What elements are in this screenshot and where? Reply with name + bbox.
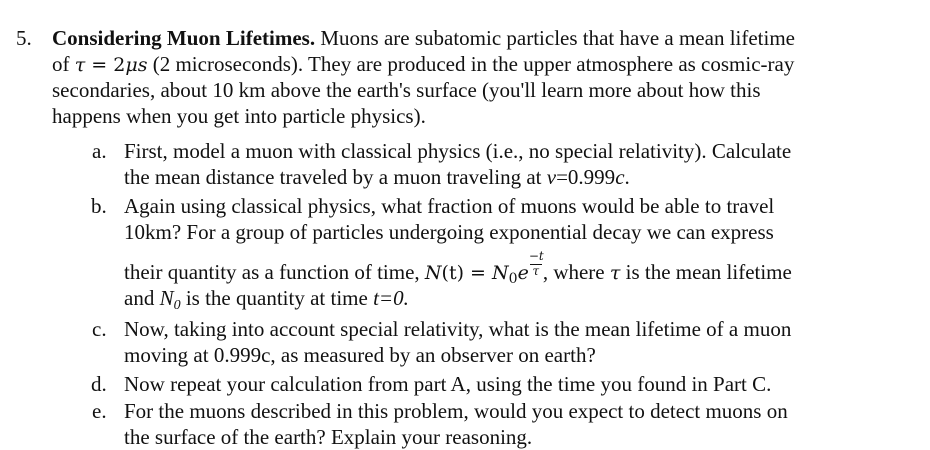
problem-intro-line-1 — [52, 25, 795, 51]
t-zero: =0. — [378, 286, 409, 310]
N0-subscript: 0 — [173, 298, 181, 313]
eq-N0-subscript: 0 — [508, 271, 518, 287]
velocity-symbol: v — [546, 165, 557, 189]
intro-text-2b: (2 microseconds). They are produced in the upper atmosphere as cosmic-ray — [147, 52, 795, 76]
part-c-line-1: Now, taking into account special relativity, what is the mean lifetime of a muon — [124, 317, 792, 341]
intro-text-1: Muons are subatomic particles that have a mean lifetime — [315, 26, 796, 50]
eq-N0: N — [492, 262, 509, 284]
exponent-numerator: −t — [528, 249, 544, 263]
part-a-period: . — [624, 165, 630, 189]
velocity-value: =0.999 — [556, 165, 616, 189]
problem-number: 5. — [16, 26, 32, 50]
problem-intro-line-2 — [52, 51, 794, 78]
intro-text-2a: of — [52, 52, 75, 76]
eq-t-arg: (t) — [441, 262, 465, 284]
part-c-line-2: moving at 0.999c, as measured by an observer on earth? — [124, 343, 596, 367]
part-c-label: c. — [92, 317, 107, 341]
part-a-line-2 — [124, 164, 630, 190]
c-symbol: c — [615, 165, 625, 189]
problem-intro-line-3: secondaries, about 10 km above the earth's surface (you'll learn more about how this — [52, 78, 761, 102]
part-a-label: a. — [92, 139, 107, 163]
part-b-text-3b: , where — [542, 260, 610, 284]
t-symbol: t — [373, 286, 379, 310]
part-b-text-4a: and — [124, 286, 160, 310]
eq-e: e — [517, 262, 529, 284]
tau-symbol: τ — [74, 54, 86, 76]
eq-exponent — [528, 249, 544, 285]
part-e-label: e. — [92, 399, 107, 423]
part-d-line-1: Now repeat your calculation from part A, using the time you found in Part C. — [124, 372, 772, 396]
eq-equals: = — [464, 262, 493, 284]
part-b-text-3c: is the mean lifetime — [620, 260, 792, 284]
problem-intro-line-4: happens when you get into particle physics). — [52, 104, 426, 128]
part-b-text-3a: their quantity as a function of time, — [124, 260, 425, 284]
part-b-line-2: 10km? For a group of particles undergoing exponential decay we can express — [124, 220, 774, 244]
part-b-line-4 — [124, 285, 409, 319]
problem-title: Considering Muon Lifetimes. — [52, 26, 316, 50]
part-a-line-1: First, model a muon with classical physics (i.e., no special relativity). Calculate — [124, 139, 792, 163]
part-b-line-1: Again using classical physics, what fraction of muons would be able to travel — [124, 194, 775, 218]
part-d-label: d. — [91, 372, 107, 396]
mu-s-unit: μs — [125, 54, 148, 76]
tau-symbol-2: τ — [609, 262, 621, 284]
intro-eq: = 2 — [85, 54, 126, 76]
exponent-denominator: τ — [532, 264, 540, 278]
part-e-line-1: For the muons described in this problem, would you expect to detect muons on — [124, 399, 788, 423]
part-a-text: the mean distance traveled by a muon traveling at — [124, 165, 547, 189]
part-b-text-4b: is the quantity at time — [180, 286, 374, 310]
eq-N: N — [424, 262, 442, 284]
N0-symbol: N — [159, 286, 174, 310]
part-e-line-2: the surface of the earth? Explain your reasoning. — [124, 425, 533, 449]
part-b-label: b. — [91, 194, 107, 218]
